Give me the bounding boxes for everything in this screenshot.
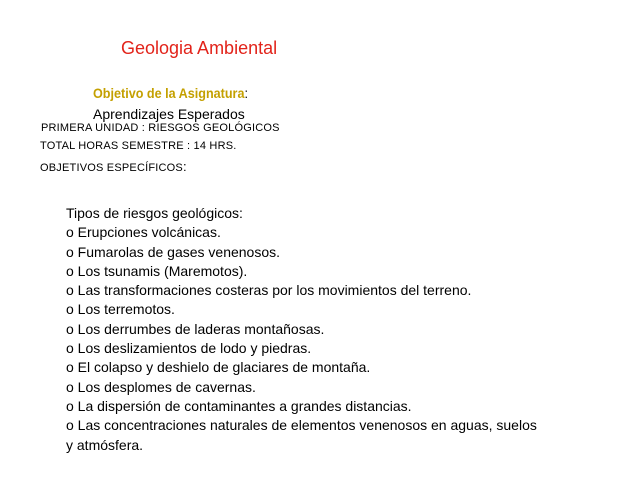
aprendizajes-heading: Aprendizajes Esperados <box>93 106 245 122</box>
riesgos-list <box>66 204 537 455</box>
list-item: o Las transformaciones costeras por los movimientos del terreno. <box>66 282 472 299</box>
list-item: o La dispersión de contaminantes a grandes distancias. <box>66 397 412 414</box>
objetivo-line <box>93 85 248 101</box>
list-item: o Los desplomes de cavernas. <box>66 378 256 395</box>
list-item: o Los terremotos. <box>66 301 175 318</box>
objetivo-label: Objetivo de la Asignatura <box>93 85 245 101</box>
list-item: o Fumarolas de gases venenosos. <box>66 243 281 260</box>
list-item: o Los derrumbes de laderas montañosas. <box>66 320 325 337</box>
objetivo-colon: : <box>244 85 248 101</box>
list-item: o Erupciones volcánicas. <box>66 224 221 241</box>
objetivos-especificos-line <box>40 159 187 174</box>
list-item: o Los tsunamis (Maremotos). <box>66 262 248 279</box>
objetivos-especificos-label: OBJETIVOS ESPECÍFICOS <box>40 162 183 174</box>
list-heading: Tipos de riesgos geológicos: <box>66 205 243 221</box>
list-item: o El colapso y deshielo de glaciares de montaña. <box>66 359 371 376</box>
list-item: o Los deslizamientos de lodo y piedras. <box>66 340 312 357</box>
list-item: o Las concentraciones naturales de elementos venenosos en aguas, suelos <box>66 417 537 434</box>
objetivos-especificos-colon: : <box>182 159 187 174</box>
list-item: y atmósfera. <box>66 436 144 453</box>
slide-title: Geologia Ambiental <box>121 38 278 58</box>
horas-line: TOTAL HORAS SEMESTRE : 14 HRS. <box>40 140 237 152</box>
unidad-line: PRIMERA UNIDAD : RIESGOS GEOLÓGICOS <box>41 122 280 134</box>
